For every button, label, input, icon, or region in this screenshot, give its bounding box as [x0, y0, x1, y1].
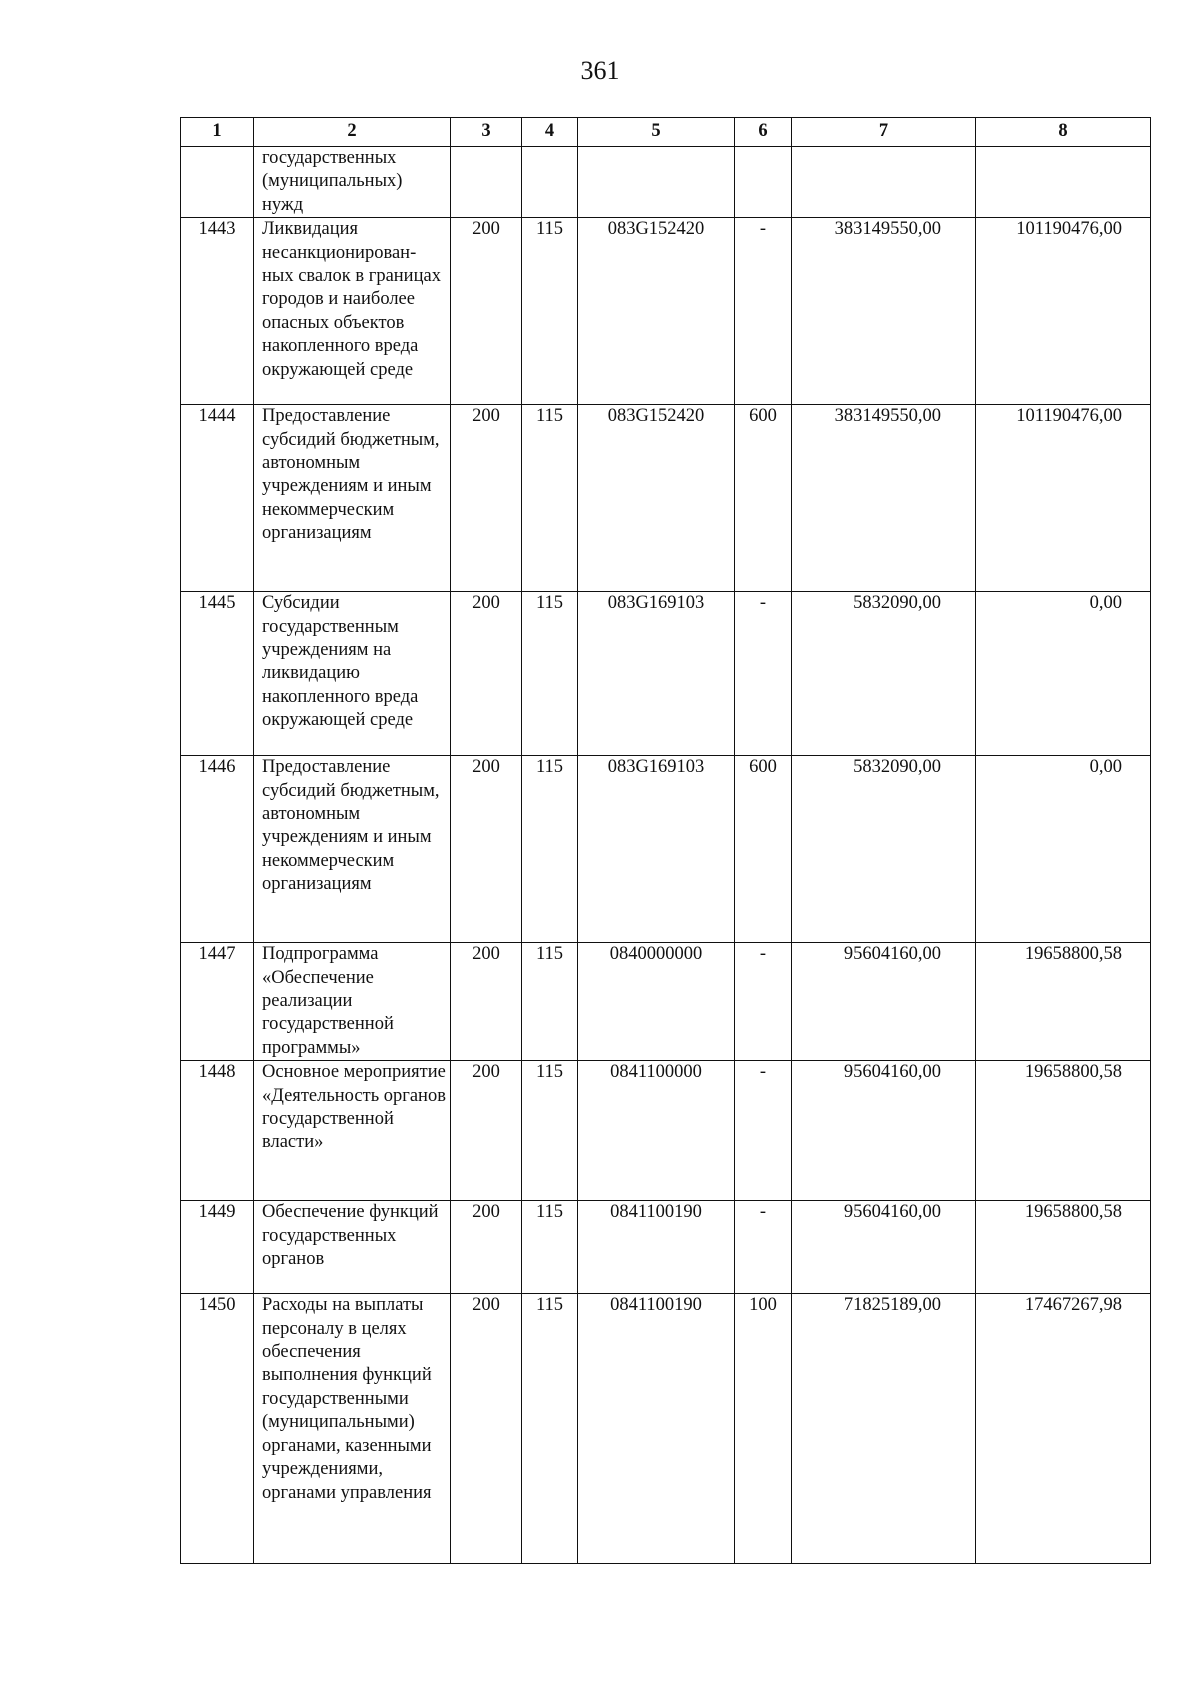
row-expense-type [735, 147, 792, 218]
row-subsection: 115 [522, 943, 578, 1061]
header-col-4: 4 [522, 118, 578, 147]
row-section: 200 [451, 1201, 522, 1294]
row-target-code [578, 147, 735, 218]
page-number: 361 [580, 56, 620, 85]
row-subsection: 115 [522, 1294, 578, 1564]
row-number [181, 147, 254, 218]
row-target-code: 083G169103 [578, 592, 735, 756]
row-expense-type: 100 [735, 1294, 792, 1564]
row-amount-col7: 5832090,00 [792, 592, 976, 756]
row-expense-type: - [735, 1061, 792, 1201]
row-number: 1445 [181, 592, 254, 756]
row-number: 1444 [181, 405, 254, 592]
row-number: 1450 [181, 1294, 254, 1564]
header-col-6: 6 [735, 118, 792, 147]
row-name: Основное мероприятие «Деятельность органов государственной власти» [254, 1061, 451, 1201]
row-section: 200 [451, 943, 522, 1061]
header-col-2: 2 [254, 118, 451, 147]
row-section [451, 147, 522, 218]
row-number: 1446 [181, 756, 254, 943]
row-name: государственных (муниципальных) нужд [254, 147, 451, 218]
table-row [181, 147, 1151, 218]
header-col-5: 5 [578, 118, 735, 147]
table-row [181, 1294, 1151, 1564]
table-row [181, 405, 1151, 592]
row-subsection: 115 [522, 1061, 578, 1201]
row-expense-type: 600 [735, 405, 792, 592]
row-amount-col8: 19658800,58 [976, 1201, 1151, 1294]
row-expense-type: - [735, 218, 792, 405]
table-row [181, 218, 1151, 405]
row-amount-col8: 19658800,58 [976, 943, 1151, 1061]
row-section: 200 [451, 218, 522, 405]
row-name: Обеспечение функций государственных органов [254, 1201, 451, 1294]
table-row [181, 592, 1151, 756]
row-amount-col8: 0,00 [976, 756, 1151, 943]
table-row [181, 756, 1151, 943]
header-col-3: 3 [451, 118, 522, 147]
table-row [181, 943, 1151, 1061]
header-col-8: 8 [976, 118, 1151, 147]
row-subsection [522, 147, 578, 218]
row-amount-col8: 101190476,00 [976, 405, 1151, 592]
row-amount-col8: 17467267,98 [976, 1294, 1151, 1564]
row-subsection: 115 [522, 1201, 578, 1294]
row-target-code: 0841100190 [578, 1201, 735, 1294]
row-subsection: 115 [522, 405, 578, 592]
row-name: Расходы на выплаты персоналу в целях обеспечения выполнения функций государственными (муниципальными) органами, казенными учреждениями, органами управления [254, 1294, 451, 1564]
row-target-code: 0840000000 [578, 943, 735, 1061]
row-amount-col7: 383149550,00 [792, 218, 976, 405]
row-number: 1447 [181, 943, 254, 1061]
row-section: 200 [451, 1061, 522, 1201]
row-target-code: 083G169103 [578, 756, 735, 943]
row-target-code: 083G152420 [578, 218, 735, 405]
row-expense-type: - [735, 592, 792, 756]
table-row [181, 1061, 1151, 1201]
row-name: Предоставление субсидий бюджетным, автономным учреждениям и иным некоммерческим организациям [254, 756, 451, 943]
row-name: Предоставление субсидий бюджетным, автономным учреждениям и иным некоммерческим организациям [254, 405, 451, 592]
row-name: Субсидии государственным учреждениям на ликвидацию накопленного вреда окружающей среде [254, 592, 451, 756]
row-section: 200 [451, 1294, 522, 1564]
row-number: 1449 [181, 1201, 254, 1294]
row-subsection: 115 [522, 756, 578, 943]
header-col-7: 7 [792, 118, 976, 147]
row-target-code: 0841100190 [578, 1294, 735, 1564]
row-amount-col8: 19658800,58 [976, 1061, 1151, 1201]
row-amount-col7: 5832090,00 [792, 756, 976, 943]
row-section: 200 [451, 405, 522, 592]
row-amount-col7: 71825189,00 [792, 1294, 976, 1564]
row-subsection: 115 [522, 218, 578, 405]
row-amount-col7: 383149550,00 [792, 405, 976, 592]
row-amount-col8: 0,00 [976, 592, 1151, 756]
row-amount-col7 [792, 147, 976, 218]
row-expense-type: - [735, 1201, 792, 1294]
row-name: Подпрограмма «Обеспечение реализации государственной программы» [254, 943, 451, 1061]
row-target-code: 0841100000 [578, 1061, 735, 1201]
row-amount-col7: 95604160,00 [792, 1201, 976, 1294]
row-number: 1448 [181, 1061, 254, 1201]
row-target-code: 083G152420 [578, 405, 735, 592]
row-section: 200 [451, 592, 522, 756]
row-section: 200 [451, 756, 522, 943]
table-row [181, 1201, 1151, 1294]
budget-table [180, 117, 1151, 1564]
row-amount-col7: 95604160,00 [792, 1061, 976, 1201]
row-amount-col8: 101190476,00 [976, 218, 1151, 405]
row-amount-col8 [976, 147, 1151, 218]
row-expense-type: - [735, 943, 792, 1061]
row-expense-type: 600 [735, 756, 792, 943]
row-amount-col7: 95604160,00 [792, 943, 976, 1061]
row-name: Ликвидация несанкционирован-ных свалок в границах городов и наиболее опасных объектов накопленного вреда окружающей среде [254, 218, 451, 405]
header-col-1: 1 [181, 118, 254, 147]
row-subsection: 115 [522, 592, 578, 756]
row-number: 1443 [181, 218, 254, 405]
header-row [181, 118, 1151, 147]
